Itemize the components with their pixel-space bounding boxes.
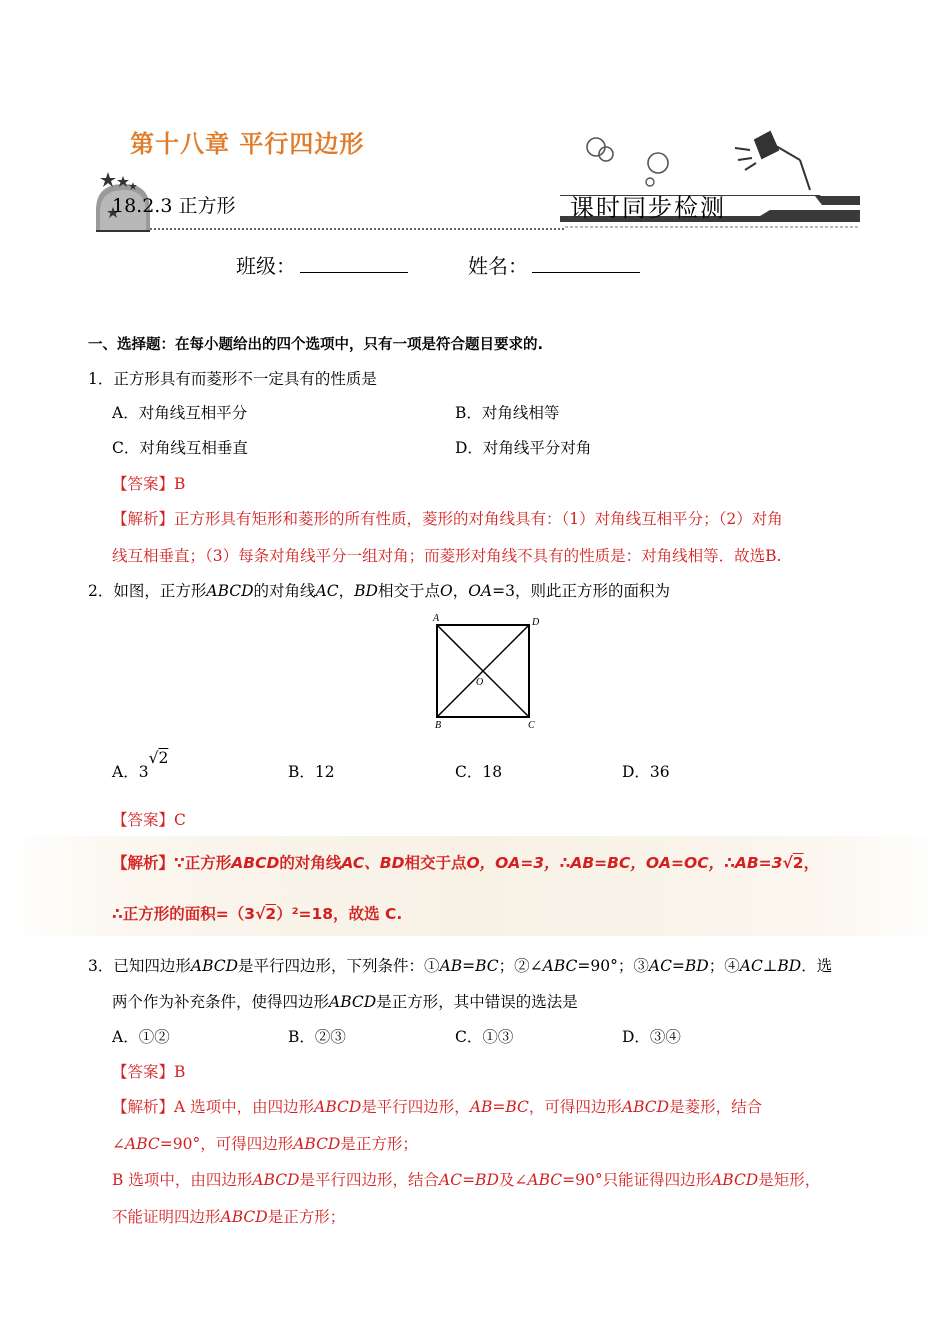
q2-answer: 【答案】C [112,811,186,829]
q3-analysis-line3: B 选项中，由四边形ABCD是平行四边形，结合AC=BD及∠ABC=90°只能证得四边形ABCD是矩形， [112,1171,821,1189]
class-field [236,250,408,279]
q3-option-a: A．①② [112,1028,170,1046]
q1-option-c: C．对角线互相垂直 [112,439,248,457]
vertex-b-label: B [435,720,442,731]
square-figure [428,610,544,732]
name-blank[interactable] [532,254,640,273]
q3-answer: 【答案】B [112,1063,186,1081]
chapter-title: 第十八章 平行四边形 [130,130,365,158]
q1-option-b: B．对角线相等 [455,404,560,422]
q3-option-d: D．③④ [622,1028,681,1046]
q1-analysis-line1: 【解析】正方形具有矩形和菱形的所有性质，菱形的对角线具有：（1）对角线互相平分；（2）对角 [112,510,783,528]
q3-stem-line2: 两个作为补充条件，使得四边形ABCD是正方形，其中错误的选法是 [112,993,578,1011]
q3-analysis-line1: 【解析】A 选项中，由四边形ABCD是平行四边形，AB=BC，可得四边形ABCD是菱形，结合 [112,1098,763,1116]
q1-analysis-line2: 线互相垂直；（3）每条对角线平分一组对角；而菱形对角线不具有的性质是：对角线相等．故选B. [112,547,782,565]
q1-stem: 1．正方形具有而菱形不一定具有的性质是 [88,370,377,388]
q2-option-b: B．12 [288,763,335,781]
q2-option-c: C．18 [455,763,503,781]
part-title: 一、选择题：在每小题给出的四个选项中，只有一项是符合题目要求的. [88,337,544,353]
bubble-icon [646,178,654,186]
class-blank[interactable] [300,254,408,273]
q3-stem-line1: 3．已知四边形ABCD是平行四边形，下列条件：①AB=BC；②∠ABC=90°；③AC=BD；④AC⊥BD．选 [88,957,833,975]
q2-analysis-line1: 【解析】∵正方形ABCD的对角线AC、BD相交于点O，OA=3，∴AB=BC，OA=OC，∴AB=3√2， [112,854,820,872]
q2-stem: 2．如图，正方形ABCD的对角线AC，BD相交于点O，OA=3，则此正方形的面积为 [88,582,670,600]
name-label: 姓名： [468,254,528,278]
vertex-c-label: C [528,720,535,731]
class-label: 班级： [236,254,296,278]
vertex-a-label: A [433,613,440,624]
banner-title: 课时同步检测 [570,194,726,222]
q1-option-d: D．对角线平分对角 [455,439,592,457]
q1-answer: 【答案】B [112,475,186,493]
desk-lamp-icon [735,132,810,190]
section-title: 18.2.3 正方形 [112,195,236,217]
q3-option-c: C．①③ [455,1028,514,1046]
q1-option-a: A．对角线互相平分 [112,404,248,422]
bubble-icon [587,138,605,156]
q3-option-b: B．②③ [288,1028,346,1046]
q3-analysis-line4: 不能证明四边形ABCD是正方形； [112,1208,346,1226]
bubble-icon [648,153,668,173]
name-field [468,250,640,279]
center-o-label: O [476,677,484,688]
q2-option-a: A．3√2 [112,749,169,781]
q2-analysis-line2: ∴正方形的面积=（3√2）²=18，故选 C. [112,905,403,923]
q2-option-d: D．36 [622,763,670,781]
vertex-d-label: D [532,617,540,628]
q3-analysis-line2: ∠ABC=90°，可得四边形ABCD是正方形； [112,1135,418,1153]
